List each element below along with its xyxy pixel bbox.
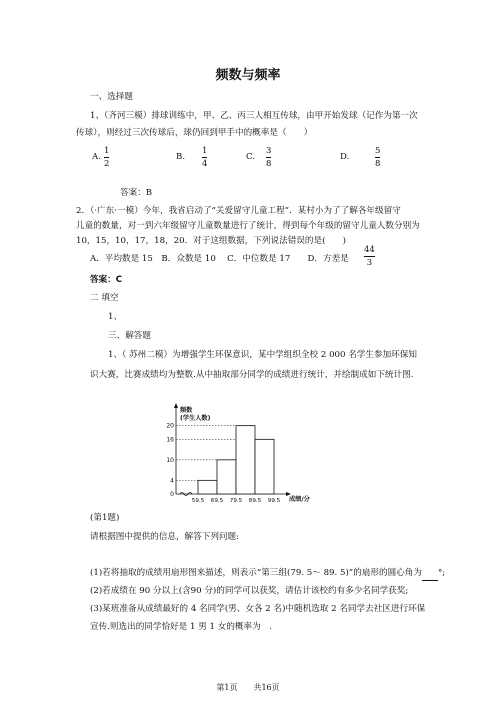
q3-part2: (2)若成绩在 90 分以上(含90 分)的同学可以获奖，请估计该校约有多少名同学获奖; xyxy=(90,586,409,596)
y-tick-label: 4 xyxy=(170,477,174,485)
histogram-bar xyxy=(236,426,255,494)
page-footer: 第1页 共16页 xyxy=(216,683,280,692)
histogram-chart xyxy=(158,402,326,506)
q1-option-a-fraction: 1 2 xyxy=(104,146,110,169)
histogram-bar xyxy=(198,480,217,494)
y-tick-label: 16 xyxy=(166,436,174,444)
y-axis-label-line2: (学生人数) xyxy=(180,415,211,422)
q2-option-d-fraction: 44 3 xyxy=(364,245,375,268)
y-tick-label: 20 xyxy=(166,422,174,430)
x-tick-label: 99.5 xyxy=(267,498,281,504)
q2-answer: 答案：C xyxy=(90,275,123,285)
x-tick-label: 59.5 xyxy=(191,498,205,504)
histogram-bar xyxy=(255,439,274,494)
x-axis-label: 成绩/分 xyxy=(289,496,310,503)
q3-text-line1: 1、（ 苏州二模）为增强学生环保意识，某中学组织全校 2 000 名学生参加环保知 xyxy=(108,350,417,360)
section-heading-answer: 三、解答题 xyxy=(108,331,151,341)
q3-part3-line1: (3)某班准备从成绩最好的 4 名同学(男、女各 2 名)中随机选取 2 名同学去社区进行环保 xyxy=(90,604,426,614)
q3-part1-text: (1)若将抽取的成绩用扇形图来描述，则表示“第三组(79. 5～ 89. 5)”的扇形的圆心角为 xyxy=(90,568,422,578)
q1-answer: 答案：B xyxy=(120,188,153,198)
q1-option-b-fraction: 1 4 xyxy=(202,146,208,169)
q1-option-d-fraction: 5 8 xyxy=(375,146,381,169)
q2-text-line1: 2．（·广东·一模）今年，我省启动了“关爱留守儿童工程”．某村小为了了解各年级留守 xyxy=(76,206,401,216)
q3-part1-blank xyxy=(422,566,438,581)
q3-part3-line2: 宣传.则选出的同学恰好是 1 男 1 女的概率为 . xyxy=(90,622,273,632)
q3-prompt: 请根据图中提供的信息，解答下列问题: xyxy=(90,532,239,542)
histogram-bar xyxy=(217,460,236,494)
y-axis-arrow xyxy=(174,403,178,408)
q2-text-line3: 10，15，10，17，18，20．对于这组数据，下列说法错误的是( ) xyxy=(76,236,346,246)
q1-option-c-label: C. xyxy=(246,152,256,162)
fill-item-1: 1、 xyxy=(108,312,123,322)
q1-text-line2: 传球），则经过三次传球后，球仍回到甲手中的概率是（ ） xyxy=(76,128,313,138)
y-axis-label-line1: 频数 xyxy=(180,407,193,414)
x-tick-label: 69.5 xyxy=(210,498,224,504)
y-tick-label: 0 xyxy=(170,491,174,498)
q3-text-line2: 识大赛，比赛成绩均为整数.从中抽取部分同学的成绩进行统计，并绘制成如下统计图. xyxy=(90,370,414,380)
y-tick-label: 10 xyxy=(166,456,174,464)
q1-option-b-label: B. xyxy=(176,152,186,162)
q2-text-line2: 儿童的数量，对一到六年级留守儿童数量进行了统计，得到每个年级的留守儿童人数分别为 xyxy=(76,221,420,231)
section-heading-fill: 二 填空 xyxy=(90,293,119,303)
x-tick-label: 79.5 xyxy=(229,498,243,504)
q3-part1-suffix: °; xyxy=(437,568,446,578)
x-tick-label: 89.5 xyxy=(248,498,262,504)
q1-option-d-label: D. xyxy=(340,152,350,162)
q1-option-a-label: A. xyxy=(92,152,101,162)
section-heading-choice: 一、选择题 xyxy=(90,92,133,102)
q2-options: A．平均数是 15 B．众数是 10 C．中位数是 17 D．方差是 xyxy=(90,254,349,264)
q1-text-line1: 1、（齐河三模）排球训练中，甲、乙、丙三人相互传球，由甲开始发球（记作为第一次 xyxy=(90,111,418,121)
figure-caption: (第1题) xyxy=(90,513,120,523)
q1-option-c-fraction: 3 8 xyxy=(266,146,272,169)
q3-part1 xyxy=(90,566,445,581)
page-title: 频数与频率 xyxy=(215,68,281,83)
